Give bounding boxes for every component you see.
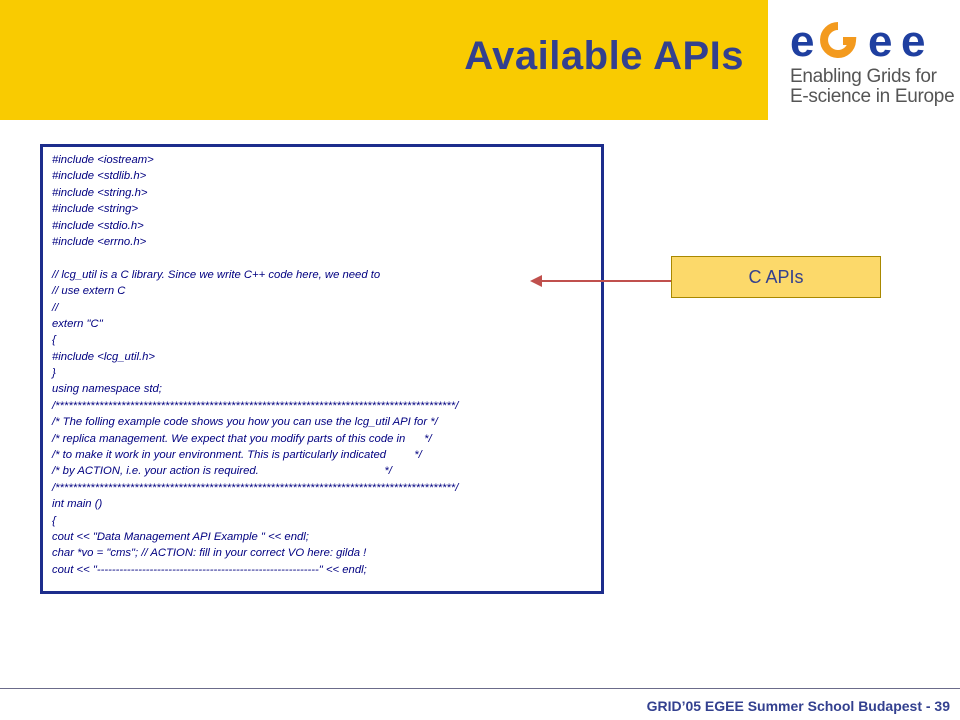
code-line: /* to make it work in your environment. This is particularly indicated */ <box>52 449 422 462</box>
code-line: { <box>52 334 56 347</box>
code-line: extern "C" <box>52 317 103 330</box>
logo-tagline-line2: E-science in Europe <box>790 86 955 107</box>
code-line: cout << "-----------------------------------------------------------" << endl; <box>52 563 367 576</box>
code-listing <box>52 152 595 578</box>
code-line: /*******************************************************************************************/ <box>52 399 459 412</box>
code-line: /* The folling example code shows you how you can use the lcg_util API for */ <box>52 416 438 429</box>
wordmark-e2: e <box>868 17 893 64</box>
footer-text: GRID’05 EGEE Summer School Budapest - 39 <box>646 698 950 714</box>
header-band <box>0 0 768 120</box>
code-line: /* by ACTION, i.e. your action is required. */ <box>52 465 392 478</box>
code-line: // <box>52 301 59 314</box>
callout-arrow-icon <box>530 272 672 290</box>
code-line: #include <stdio.h> <box>52 219 144 232</box>
code-line: /*******************************************************************************************/ <box>52 481 459 494</box>
code-line: char *vo = "cms"; // ACTION: fill in your correct VO here: gilda ! <box>52 547 367 560</box>
egee-logo <box>768 0 960 120</box>
code-line: #include <string.h> <box>52 186 148 199</box>
code-line: #include <errno.h> <box>52 235 147 248</box>
code-line: } <box>52 367 56 380</box>
code-line: { <box>52 514 56 527</box>
code-line: #include <string> <box>52 203 139 216</box>
c-apis-callout: C APIs <box>671 256 881 298</box>
code-line: using namespace std; <box>52 383 162 396</box>
logo-tagline-line1: Enabling Grids for <box>790 66 937 87</box>
logo-tagline <box>790 67 960 107</box>
wordmark-e3: e <box>901 17 926 64</box>
wordmark-g-icon <box>824 26 852 54</box>
egee-wordmark <box>768 0 960 64</box>
code-line: /* replica management. We expect that you modify parts of this code in */ <box>52 432 432 445</box>
code-line <box>52 250 595 266</box>
footer-divider <box>0 688 960 689</box>
code-line: cout << "Data Management API Example " << endl; <box>52 530 309 543</box>
slide-title: Available APIs <box>464 34 744 78</box>
code-line: // lcg_util is a C library. Since we write C++ code here, we need to <box>52 268 381 281</box>
wordmark-e1: e <box>790 17 815 64</box>
code-line: // use extern C <box>52 285 126 298</box>
code-line: #include <stdlib.h> <box>52 170 147 183</box>
code-line: #include <iostream> <box>52 154 154 166</box>
code-line: int main () <box>52 498 103 511</box>
code-line: #include <lcg_util.h> <box>52 350 156 363</box>
code-listing-box <box>40 144 604 594</box>
